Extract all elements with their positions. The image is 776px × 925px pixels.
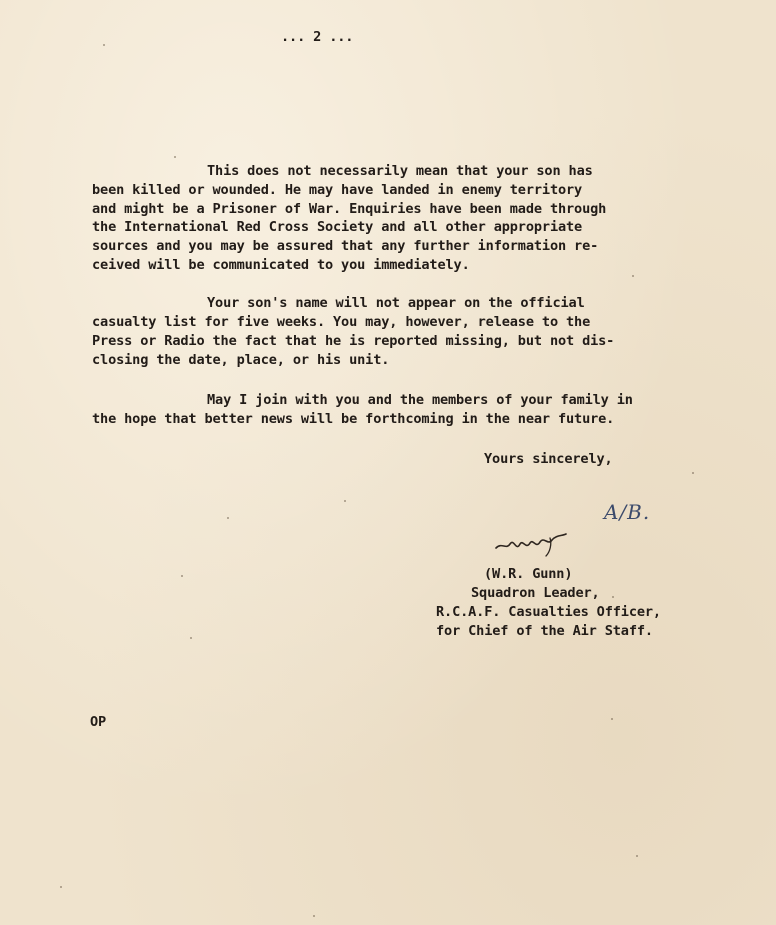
paragraph-line: and might be a Prisoner of War. Enquiries have been made through [92, 201, 607, 217]
paper-speck [174, 156, 176, 158]
signatory-name: (W.R. Gunn) [484, 566, 573, 582]
typist-reference: OP [90, 714, 107, 730]
handwritten-signature [492, 530, 572, 560]
paragraph-line: Press or Radio the fact that he is reported missing, but not dis- [92, 333, 615, 349]
paragraph-line: the hope that better news will be forthcoming in the near future. [92, 411, 615, 427]
paragraph-line: the International Red Cross Society and all other appropriate [92, 219, 583, 235]
paper-speck [181, 575, 183, 577]
paper-speck [632, 275, 634, 277]
signatory-for-line: for Chief of the Air Staff. [436, 623, 653, 639]
paper-speck [313, 915, 315, 917]
paragraph-line: May I join with you and the members of your family in [207, 392, 633, 408]
paper-speck [636, 855, 638, 857]
signatory-title: R.C.A.F. Casualties Officer, [436, 604, 661, 620]
paragraph-line: This does not necessarily mean that your son has [207, 163, 593, 179]
paper-speck [60, 886, 62, 888]
paper-speck [692, 472, 694, 474]
paragraph-line: closing the date, place, or his unit. [92, 352, 390, 368]
paragraph-line: ceived will be communicated to you immediately. [92, 257, 470, 273]
paper-speck [103, 44, 105, 46]
paper-speck [611, 718, 613, 720]
handwritten-initials: A/B. [604, 500, 651, 524]
paragraph-line: Your son's name will not appear on the official [207, 295, 585, 311]
paragraph-line: sources and you may be assured that any further information re- [92, 238, 599, 254]
paragraph-line: casualty list for five weeks. You may, however, release to the [92, 314, 591, 330]
signatory-rank: Squadron Leader, [471, 585, 600, 601]
paper-speck [227, 517, 229, 519]
paper-speck [612, 596, 614, 598]
paragraph-line: been killed or wounded. He may have landed in enemy territory [92, 182, 583, 198]
paper-speck [190, 637, 192, 639]
paper-speck [344, 500, 346, 502]
page-number-marker: ... 2 ... [281, 29, 354, 45]
closing-salutation: Yours sincerely, [484, 451, 613, 467]
